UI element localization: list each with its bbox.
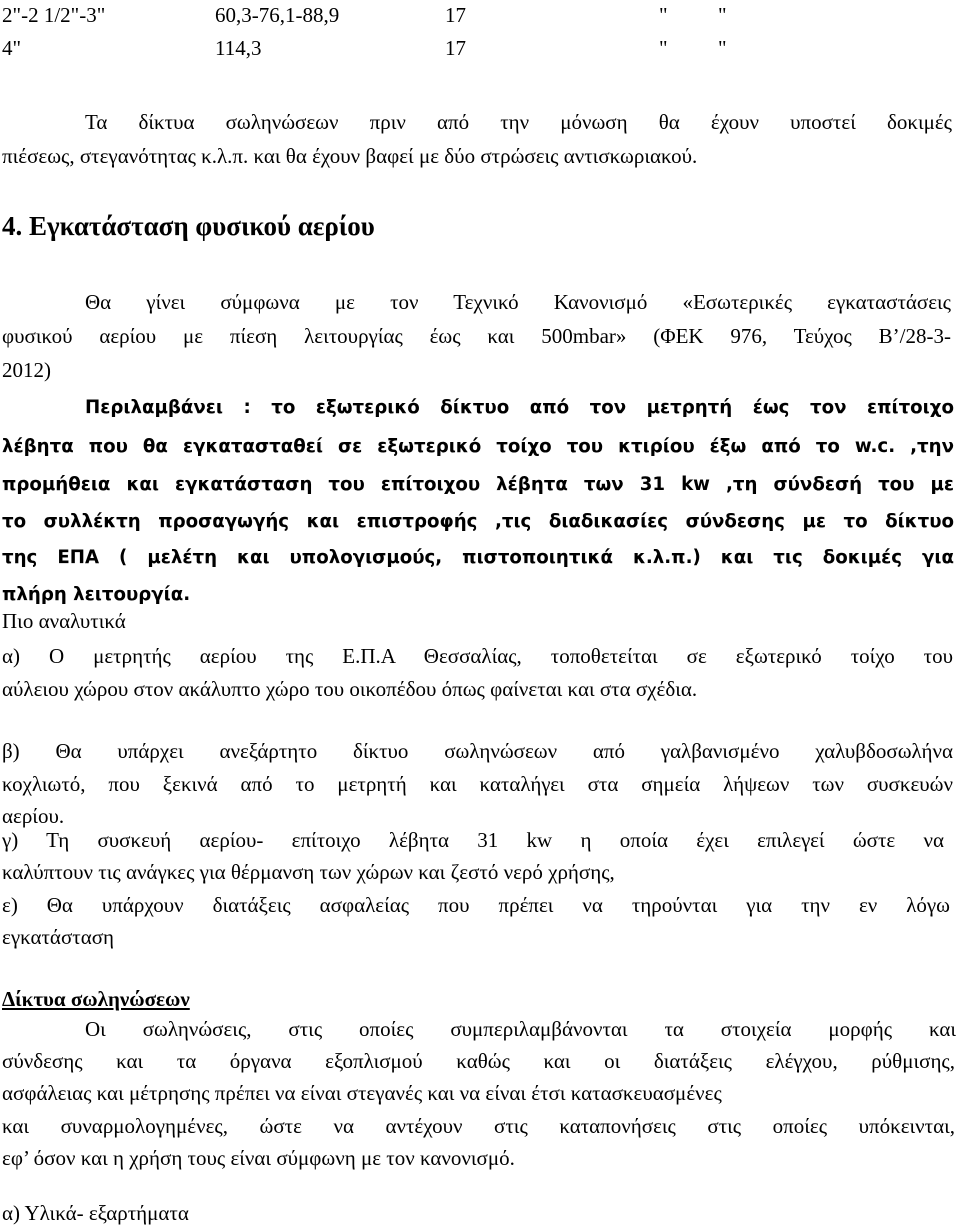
table-cell-ditto: " [659, 3, 668, 27]
table-cell-ditto: " [659, 36, 668, 60]
detail-title: Πιο αναλυτικά [2, 609, 126, 633]
item-c-line: γ) Τη συσκευή αερίου- επίτοιχο λέβητα 31 kw η οποία έχει επιλεγεί ώστε να [2, 828, 944, 852]
piping-line: ασφάλειας και μέτρησης πρέπει να είναι στεγανές και να είναι έτσι κατασκευασμένες [2, 1081, 722, 1105]
piping-line: εφ’ όσον και η χρήση τους είναι σύμφωνη με τον κανονισμό. [2, 1146, 515, 1170]
intro-line: πιέσεως, στεγανότητας κ.λ.π. και θα έχουν βαφεί με δύο στρώσεις αντισκωριακού. [2, 144, 698, 168]
scope-line: πλήρη λειτουργία. [2, 584, 191, 605]
item-c-line: καλύπτουν τις ανάγκες για θέρμανση των χώρων και ζεστό νερό χρήσης, [2, 860, 615, 884]
table-cell-thickness: 17 [445, 36, 466, 60]
table-cell-ditto: " [718, 36, 727, 60]
section-heading: 4. Εγκατάσταση φυσικού αερίου [2, 211, 375, 241]
scope-line: της ΕΠΑ ( μελέτη και υπολογισμούς, πιστοποιητικά κ.λ.π.) και τις δοκιμές για [2, 547, 954, 568]
paragraph-line: φυσικού αερίου με πίεση λειτουργίας έως και 500mbar» (ΦΕΚ 976, Τεύχος Β’/28-3- [2, 324, 951, 348]
paragraph-line: 2012) [2, 358, 51, 382]
item-e-line: εγκατάσταση [2, 925, 115, 949]
item-b-line: αερίου. [2, 804, 65, 828]
scope-line: λέβητα που θα εγκατασταθεί σε εξωτερικό τοίχο του κτιρίου έξω από το w.c. ,την [2, 436, 954, 457]
materials-line: α) Υλικά- εξαρτήματα [2, 1201, 189, 1225]
piping-line: Οι σωληνώσεις, στις οποίες συμπεριλαμβάνονται τα στοιχεία μορφής και [85, 1017, 956, 1041]
item-a-line: α) Ο μετρητής αερίου της Ε.Π.Α Θεσσαλίας, τοποθετείται σε εξωτερικό τοίχο του [2, 644, 953, 668]
scope-line: το συλλέκτη προσαγωγής και επιστροφής ,τις διαδικασίες σύνδεσης με το δίκτυο [2, 511, 954, 532]
scope-line: προμήθεια και εγκατάσταση του επίτοιχου λέβητα των 31 kw ,τη σύνδεσή του με [2, 474, 954, 495]
piping-line: και συναρμολογημένες, ώστε να αντέχουν στις καταπονήσεις στις οποίες υπόκεινται, [2, 1114, 955, 1138]
piping-heading: Δίκτυα σωληνώσεων [2, 987, 190, 1011]
intro-line: Τα δίκτυα σωληνώσεων πριν από την μόνωση θα έχουν υποστεί δοκιμές [85, 110, 952, 134]
table-cell-size: 4" [2, 36, 22, 60]
scope-line: Περιλαμβάνει : το εξωτερικό δίκτυο από τον μετρητή έως τον επίτοιχο [85, 397, 954, 418]
table-cell-size: 2"-2 1/2"-3" [2, 3, 106, 27]
table-cell-dims: 114,3 [215, 36, 262, 60]
table-cell-dims: 60,3-76,1-88,9 [215, 3, 340, 27]
item-a-line: αύλειου χώρου στον ακάλυπτο χώρο του οικοπέδου όπως φαίνεται και στα σχέδια. [2, 677, 698, 701]
item-e-line: ε) Θα υπάρχουν διατάξεις ασφαλείας που πρέπει να τηρούνται για την εν λόγω [2, 893, 950, 917]
table-cell-ditto: " [718, 3, 727, 27]
paragraph-line: Θα γίνει σύμφωνα με τον Τεχνικό Κανονισμό «Εσωτερικές εγκαταστάσεις [85, 290, 951, 314]
item-b-line: β) Θα υπάρχει ανεξάρτητο δίκτυο σωληνώσεων από γαλβανισμένο χαλυβδοσωλήνα [2, 739, 953, 763]
piping-line: σύνδεσης και τα όργανα εξοπλισμού καθώς και οι διατάξεις ελέγχου, ρύθμισης, [2, 1049, 955, 1073]
item-b-line: κοχλιωτό, που ξεκινά από το μετρητή και καταλήγει στα σημεία λήψεων των συσκευών [2, 772, 953, 796]
table-cell-thickness: 17 [445, 3, 466, 27]
